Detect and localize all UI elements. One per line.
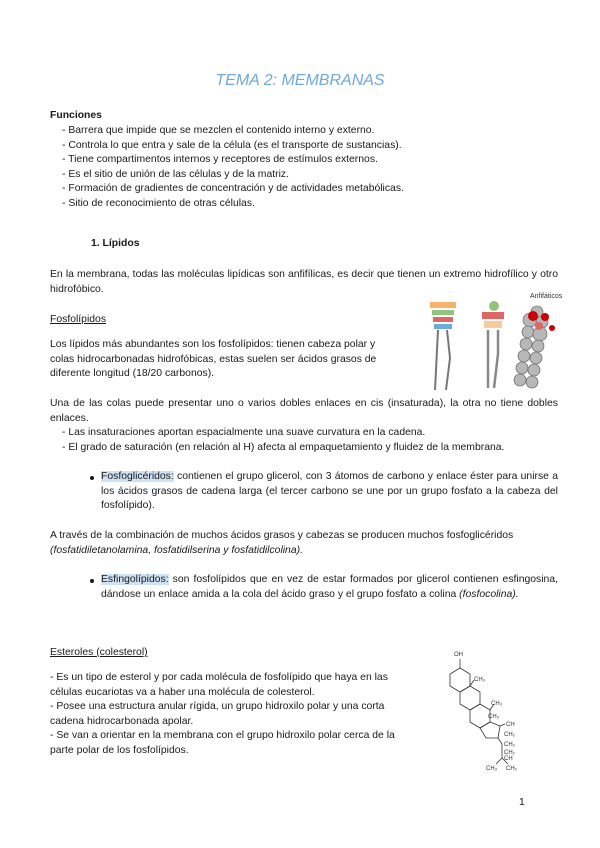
esfingolipidos-term: Esfingolípidos:	[101, 574, 169, 585]
fosfogliceridos-term: Fosfoglicéridos:	[101, 471, 174, 482]
page-title: TEMA 2: MEMBRANAS	[215, 72, 385, 89]
list-item: - Formación de gradientes de concentración y de actividades metabólicas.	[62, 183, 404, 195]
esteroles-text	[50, 671, 398, 759]
page-number: 1	[519, 797, 525, 808]
list-item: - El grado de saturación (en relación al H) afecta al empaquetamiento y fluidez de la membrana.	[62, 441, 505, 453]
esfingolipidos-text: son fosfolípidos que en vez de estar formados por glicerol contienen esfingosina, dándose un enlace amida a la cola del ácido graso y el grupo fosfato a colina	[101, 574, 558, 600]
esteroles-heading: Esteroles (colesterol)	[50, 647, 148, 658]
bullet-icon	[90, 476, 94, 480]
figure-label: Anfifáticos	[530, 293, 563, 300]
lipidos-intro: En la membrana, todas las moléculas lipídicas son anfifílicas, es decir que tienen un extremo hidrofílico y otro hidrofóbico.	[50, 269, 558, 295]
esteroles-line: - Posee una estructura anular rígida, un grupo hidroxilo polar y una corta cadena hidrocarbonada apolar.	[50, 701, 385, 727]
esfingolipidos-item	[101, 573, 558, 602]
head-block	[432, 310, 454, 315]
fosfogliceridos-text: contienen el grupo glicerol, con 3 átomos de carbono y enlace éster para unirse a los ácidos grasos de cadena larga (el tercer carbono se une por un grupo fosfato a la cabeza del fosfolípido).	[101, 471, 558, 512]
bullet-icon	[90, 579, 94, 583]
phospholipid-figure	[402, 288, 572, 394]
head-block	[433, 317, 453, 322]
esteroles-line: - Es un tipo de esterol y por cada molécula de fosfolípido que haya en las células eucariotas va a haber una molécula de colesterol.	[50, 672, 388, 698]
funciones-heading: Funciones	[50, 110, 102, 121]
fosfogliceridos-item	[101, 470, 558, 514]
esfingolipidos-italic: (fosfocolina).	[459, 588, 519, 600]
para3-text: A través de la combinación de muchos ácidos grasos y cabezas se producen muchos fosfoglicéridos	[50, 530, 514, 541]
fosfolipidos-sublist	[62, 426, 562, 455]
list-item: - Tiene compartimentos internos y receptores de estímulos externos.	[62, 154, 378, 166]
fosfolipidos-para3	[50, 529, 558, 558]
chem-label: CH	[506, 722, 515, 728]
chem-label: CH₂	[504, 732, 515, 738]
chem-label: CH₃	[506, 766, 518, 772]
lipidos-heading: 1. Lípidos	[91, 238, 140, 249]
fosfolipidos-para1: Los lípidos más abundantes son los fosfolípidos: tienen cabeza polar y colas hidrocarbonadas hidrofóbicas, estas suelen ser ácidos grasos de diferente longitud (18/20 carbonos).	[50, 339, 377, 380]
head-block	[434, 324, 452, 329]
list-item: - Sitio de reconocimiento de otras células.	[62, 197, 255, 209]
list-item: - Controla lo que entra y sale de la célula (es el transporte de sustancias).	[62, 139, 402, 151]
head-block	[430, 302, 456, 308]
esteroles-line: - Se van a orientar en la membrana con el grupo hidroxilo polar cerca de la parte polar de los fosfolípidos.	[50, 730, 395, 756]
funciones-list	[62, 124, 542, 212]
list-item: - Barrera que impide que se mezclen el contenido interno y externo.	[62, 125, 375, 136]
chem-label: CH₂	[504, 742, 515, 748]
chem-label: OH	[454, 652, 463, 658]
chem-label: CH	[504, 756, 513, 762]
para3-italic: (fosfatidiletanolamina, fosfatidilserina y fosfatidilcolina).	[50, 544, 303, 556]
cholesterol-structure	[430, 646, 540, 774]
chem-label: CH₃	[488, 714, 500, 720]
fosfolipidos-para2: Una de las colas puede presentar uno o varios dobles enlaces en cis (insaturada), la otra no tiene dobles enlaces.	[50, 398, 558, 424]
list-item: - Es el sitio de unión de las células y de la matriz.	[62, 168, 289, 180]
cholesterol-diagram	[430, 646, 540, 774]
fosfolipidos-heading: Fosfolípidos	[50, 314, 107, 325]
chem-label: CH₂	[504, 750, 515, 756]
chem-label: CH₃	[486, 766, 498, 772]
phospholipid-illustration	[402, 288, 572, 394]
chem-label: CH₃	[491, 701, 503, 707]
chem-label: CH₃	[474, 677, 486, 683]
list-item: - Las insaturaciones aportan espacialmente una suave curvatura en la cadena.	[62, 427, 426, 438]
